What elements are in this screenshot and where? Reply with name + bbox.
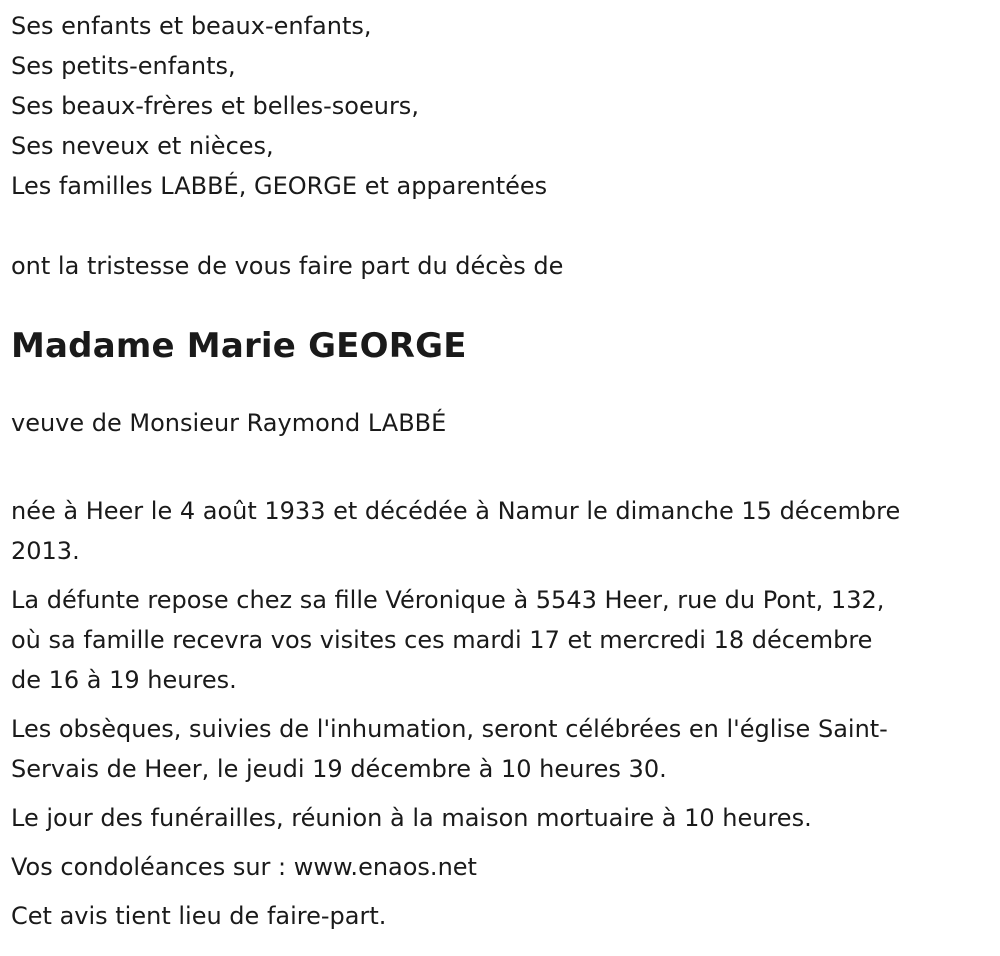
announcement-text: ont la tristesse de vous faire part du décès de xyxy=(11,252,564,280)
deceased-name: Madame Marie GEORGE xyxy=(11,326,467,366)
spouse-text: veuve de Monsieur Raymond LABBÉ xyxy=(11,409,447,437)
repose-paragraph xyxy=(11,580,990,700)
funeral-line: Servais de Heer, le jeudi 19 décembre à 10 heures 30. xyxy=(11,755,667,783)
condolences-paragraph xyxy=(11,847,990,887)
family-list xyxy=(11,6,990,206)
birth-death-line: née à Heer le 4 août 1933 et décédée à Namur le dimanche 15 décembre xyxy=(11,497,901,525)
family-line: Ses neveux et nièces, xyxy=(11,132,274,160)
condolences-text: Vos condoléances sur : www.enaos.net xyxy=(11,853,477,881)
repose-line: La défunte repose chez sa fille Véronique à 5543 Heer, rue du Pont, 132, xyxy=(11,586,885,614)
repose-line: de 16 à 19 heures. xyxy=(11,666,237,694)
family-line: Ses beaux-frères et belles-soeurs, xyxy=(11,92,419,120)
family-line: Ses enfants et beaux-enfants, xyxy=(11,12,372,40)
family-line: Ses petits-enfants, xyxy=(11,52,236,80)
funeral-line: Les obsèques, suivies de l'inhumation, seront célébrées en l'église Saint- xyxy=(11,715,888,743)
notice-text: Cet avis tient lieu de faire-part. xyxy=(11,902,387,930)
birth-death-line: 2013. xyxy=(11,537,80,565)
meeting-paragraph xyxy=(11,798,990,838)
family-line: Les familles LABBÉ, GEORGE et apparentées xyxy=(11,172,548,200)
meeting-text: Le jour des funérailles, réunion à la maison mortuaire à 10 heures. xyxy=(11,804,812,832)
repose-line: où sa famille recevra vos visites ces mardi 17 et mercredi 18 décembre xyxy=(11,626,873,654)
funeral-paragraph xyxy=(11,709,990,789)
birth-death-paragraph xyxy=(11,491,990,571)
notice-paragraph xyxy=(11,896,990,936)
